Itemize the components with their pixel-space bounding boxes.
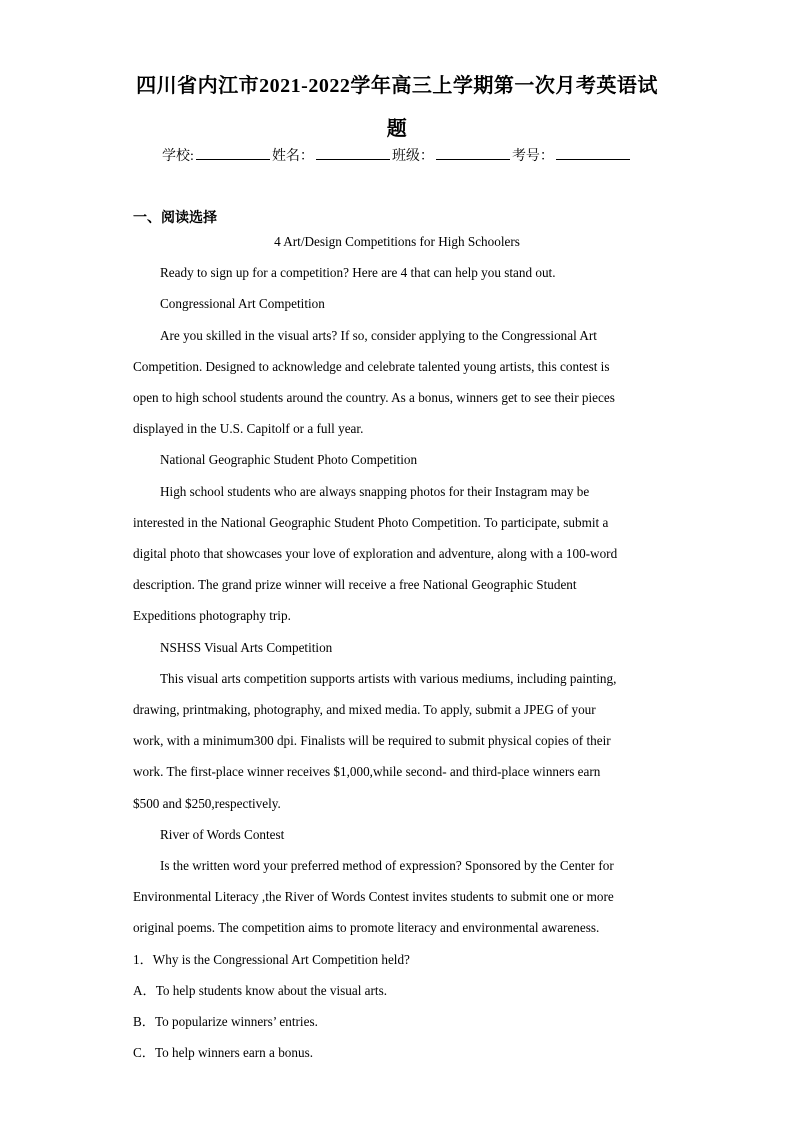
passage-line: interested in the National Geographic Student Photo Competition. To participate, submit a — [133, 515, 609, 530]
passage-line: $500 and $250,respectively. — [133, 796, 281, 811]
passage-line: High school students who are always snapping photos for their Instagram may be — [160, 484, 590, 499]
passage-title: 4 Art/Design Competitions for High Schoolers — [274, 234, 520, 249]
question-stem: 1．Why is the Congressional Art Competition held? — [133, 952, 410, 967]
passage-line: drawing, printmaking, photography, and mixed media. To apply, submit a JPEG of your — [133, 702, 596, 717]
passage-line: Expeditions photography trip. — [133, 608, 291, 623]
passage-subheading: Congressional Art Competition — [160, 296, 325, 311]
class-blank — [436, 147, 510, 160]
passage-line: digital photo that showcases your love of exploration and adventure, along with a 100-word — [133, 546, 618, 561]
passage-line: original poems. The competition aims to promote literacy and environmental awareness. — [133, 920, 600, 935]
school-label: 学校: — [162, 149, 194, 164]
name-blank — [316, 147, 390, 160]
passage-line: Is the written word your preferred method of expression? Sponsored by the Center for — [160, 858, 614, 873]
exam-title-line1: 四川省内江市2021-2022学年高三上学期第一次月考英语试 — [136, 75, 658, 97]
passage-line: displayed in the U.S. Capitolf or a full year. — [133, 421, 364, 436]
class-label: 班级： — [391, 149, 434, 164]
passage-line: Are you skilled in the visual arts? If so, consider applying to the Congressional Art — [160, 328, 597, 343]
passage-subheading: River of Words Contest — [160, 827, 285, 842]
answer-option-c: C．To help winners earn a bonus. — [133, 1045, 314, 1060]
passage-line: Environmental Literacy ,the River of Words Contest invites students to submit one or more — [133, 889, 614, 904]
passage-subheading: National Geographic Student Photo Competition — [160, 452, 418, 467]
passage-line: work, with a minimum300 dpi. Finalists will be required to submit physical copies of their — [133, 733, 611, 748]
answer-option-b: B．To popularize winners’ entries. — [133, 1014, 318, 1029]
passage-line: Ready to sign up for a competition? Here are 4 that can help you stand out. — [160, 265, 556, 280]
student-info-row — [0, 145, 794, 165]
passage-line: This visual arts competition supports artists with various mediums, including painting, — [160, 671, 617, 686]
school-blank — [196, 147, 270, 160]
passage-line: work. The first-place winner receives $1,000,while second- and third-place winners earn — [133, 764, 601, 779]
number-blank — [556, 147, 630, 160]
answer-option-a: A．To help students know about the visual arts. — [133, 983, 388, 998]
passage-subheading: NSHSS Visual Arts Competition — [160, 640, 333, 655]
passage-line: Competition. Designed to acknowledge and celebrate talented young artists, this contest is — [133, 359, 610, 374]
name-label: 姓名： — [271, 149, 314, 164]
passage-line: description. The grand prize winner will receive a free National Geographic Student — [133, 577, 577, 592]
exam-title-line2: 题 — [386, 118, 408, 140]
number-label: 考号： — [511, 149, 554, 164]
section-heading: 一、阅读选择 — [133, 211, 217, 226]
passage-line: open to high school students around the country. As a bonus, winners get to see their pieces — [133, 390, 615, 405]
